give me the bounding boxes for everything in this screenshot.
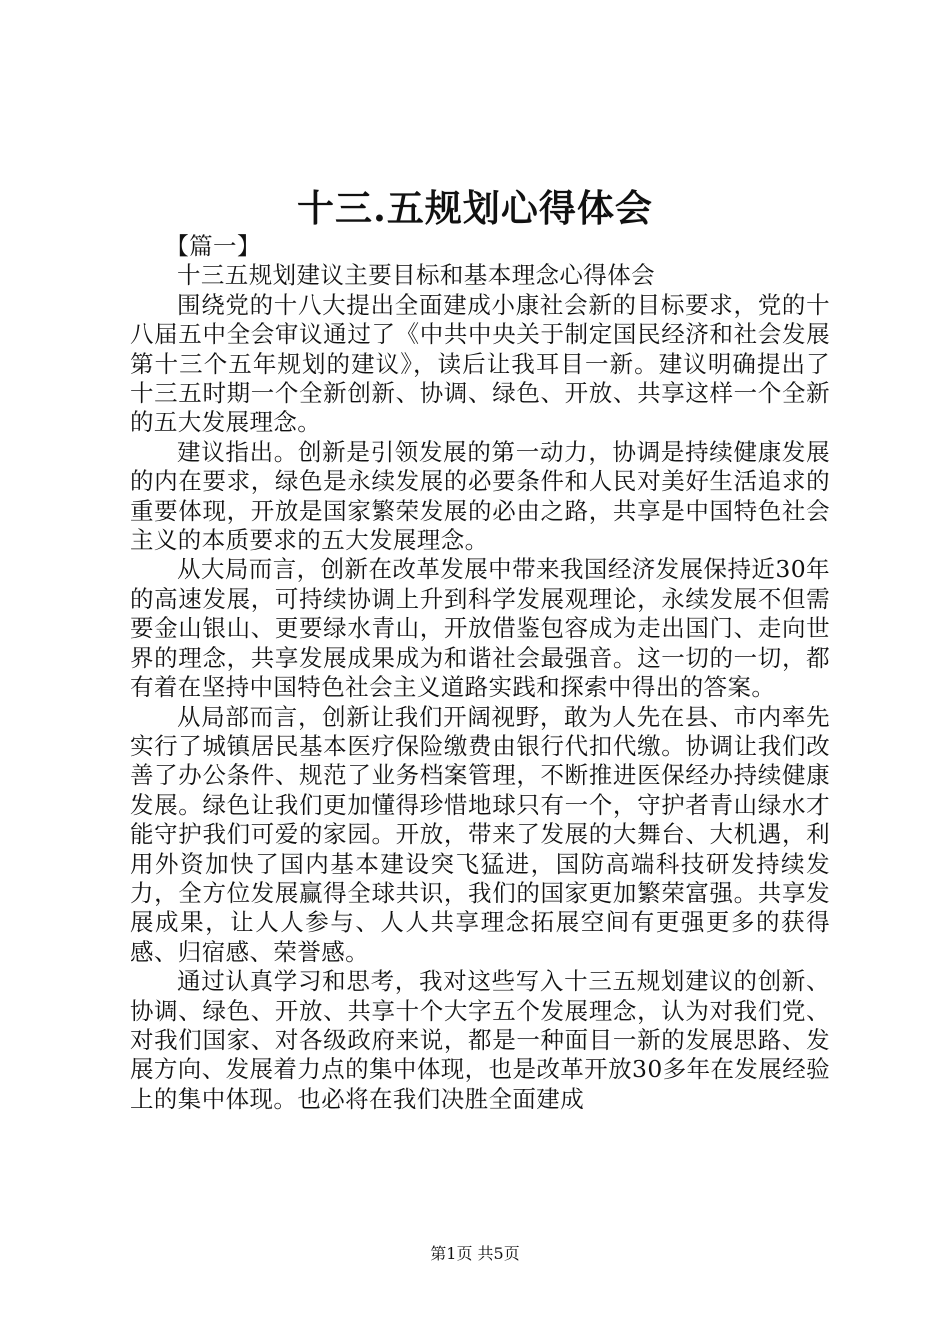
- paragraph: 围绕党的十八大提出全面建成小康社会新的目标要求，党的十八届五中全会审议通过了《中共中央关于制定国民经济和社会发展第十三个五年规划的建议》，读后让我耳目一新。建议明确提出了十三五时期一个全新创新、协调、绿色、开放、共享这样一个全新的五大发展理念。: [130, 290, 830, 437]
- paragraph: 从大局而言，创新在改革发展中带来我国经济发展保持近30年的高速发展，可持续协调上升到科学发展观理论，永续发展不但需要金山银山、更要绿水青山，开放借鉴包容成为走出国门、走向世界的理念，共享发展成果成为和谐社会最强音。这一切的一切，都有着在坚持中国特色社会主义道路实践和探索中得出的答案。: [130, 555, 830, 702]
- document-body: [130, 232, 830, 1114]
- paragraph: 通过认真学习和思考，我对这些写入十三五规划建议的创新、协调、绿色、开放、共享十个大字五个发展理念，认为对我们党、对我们国家、对各级政府来说，都是一种面目一新的发展思路、发展方向、发展着力点的集中体现，也是改革开放30多年在发展经验上的集中体现。也必将在我们决胜全面建成: [130, 967, 830, 1113]
- paragraph: 从局部而言，创新让我们开阔视野，敢为人先在县、市内率先实行了城镇居民基本医疗保险缴费由银行代扣代缴。协调让我们改善了办公条件、规范了业务档案管理，不断推进医保经办持续健康发展。绿色让我们更加懂得珍惜地球只有一个，守护者青山绿水才能守护我们可爱的家园。开放，带来了发展的大舞台、大机遇，利用外资加快了国内基本建设突飞猛进，国防高端科技研发持续发力，全方位发展赢得全球共识，我们的国家更加繁荣富强。共享发展成果，让人人参与、人人共享理念拓展空间有更强更多的获得感、归宿感、荣誉感。: [130, 702, 830, 966]
- document-title: 十三.五规划心得体会: [297, 186, 653, 230]
- paragraph: 建议指出。创新是引领发展的第一动力，协调是持续健康发展的内在要求，绿色是永续发展的必要条件和人民对美好生活追求的重要体现，开放是国家繁荣发展的必由之路，共享是中国特色社会主义的本质要求的五大发展理念。: [130, 437, 830, 555]
- section-subtitle: 十三五规划建议主要目标和基本理念心得体会: [177, 261, 655, 290]
- page-footer: 第1页 共5页: [430, 1244, 520, 1263]
- section-marker: 【篇一】: [165, 232, 261, 260]
